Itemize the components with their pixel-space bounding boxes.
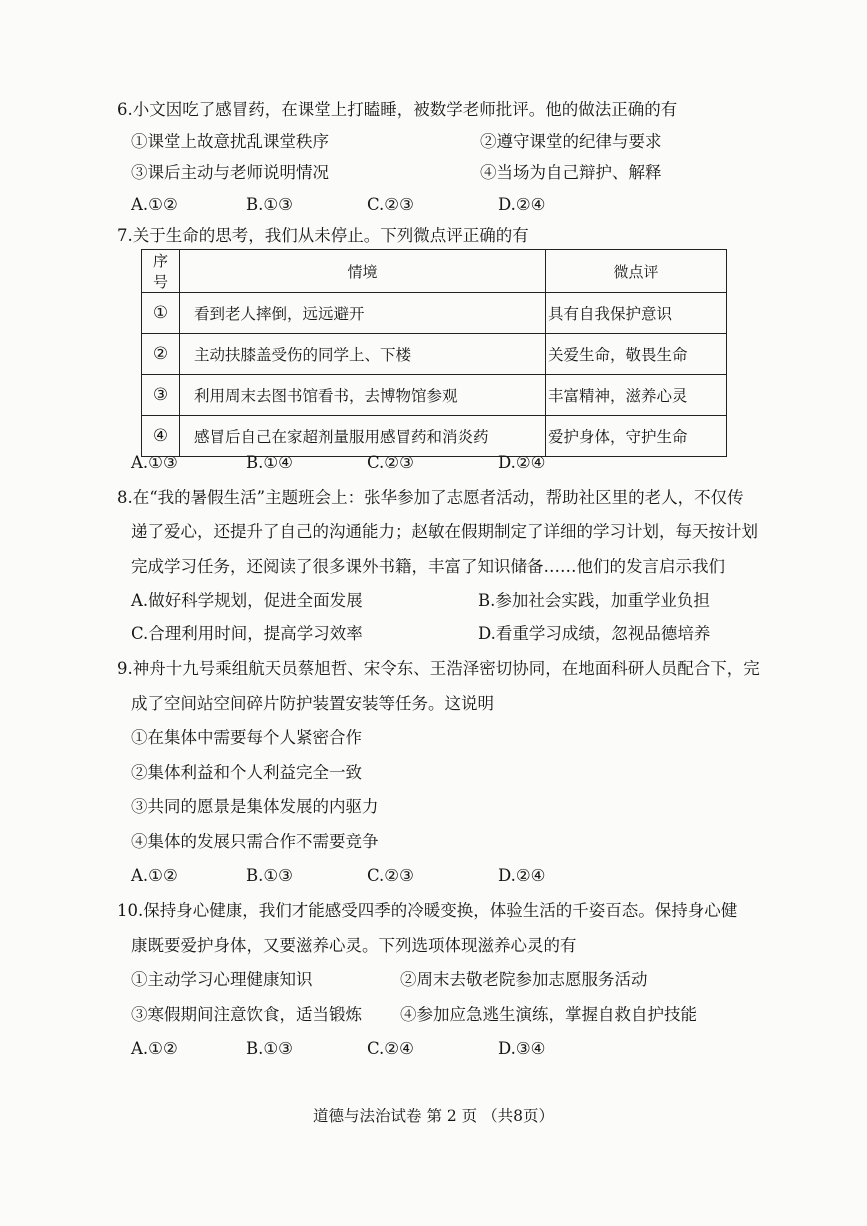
row-comment: 爱护身体，守护生命	[546, 416, 727, 457]
q8-choice-b: B.参加社会实践，加重学业负担	[478, 591, 710, 610]
row-comment: 丰富精神，滋养心灵	[546, 375, 727, 416]
table-row	[142, 293, 727, 334]
q10-item-3: ③寒假期间注意饮食，适当锻炼	[131, 1005, 362, 1024]
table-header-row	[142, 250, 727, 293]
q8-choice-a: A.做好科学规划，促进全面发展	[131, 591, 363, 610]
q10-item-4: ④参加应急逃生演练，掌握自救自护技能	[400, 1005, 697, 1024]
q9-stem-line-2: 成了空间站空间碎片防护装置安装等任务。这说明	[131, 694, 494, 713]
q8-stem-line-1: 8.在“我的暑假生活”主题班会上：张华参加了志愿者活动，帮助社区里的老人，不仅传	[117, 488, 744, 507]
q7-table	[141, 249, 727, 457]
q6-item-1: ①课堂上故意扰乱课堂秩序	[131, 132, 329, 151]
q6-choice-d: D.②④	[498, 195, 546, 214]
row-situation: 主动扶膝盖受伤的同学上、下楼	[180, 334, 546, 375]
q6-stem: 6.小文因吃了感冒药，在课堂上打瞌睡，被数学老师批评。他的做法正确的有	[117, 100, 678, 119]
q9-item-4: ④集体的发展只需合作不需要竞争	[131, 832, 379, 851]
q6-item-2: ②遵守课堂的纪律与要求	[480, 132, 662, 151]
q7-choice-c: C.②③	[367, 453, 414, 472]
q7-stem: 7.关于生命的思考，我们从未停止。下列微点评正确的有	[117, 226, 529, 245]
row-situation: 感冒后自己在家超剂量服用感冒药和消炎药	[180, 416, 546, 457]
q10-choice-d: D.③④	[498, 1039, 546, 1058]
q10-choice-c: C.②④	[367, 1039, 414, 1058]
q9-item-1: ①在集体中需要每个人紧密合作	[131, 728, 362, 747]
row-comment: 具有自我保护意识	[546, 293, 727, 334]
q9-choice-d: D.②④	[498, 866, 546, 885]
q7-choice-a: A.①③	[131, 453, 178, 472]
q10-choice-a: A.①②	[131, 1039, 178, 1058]
q8-stem-line-3: 完成学习任务，还阅读了很多课外书籍，丰富了知识储备……他们的发言启示我们	[131, 557, 725, 576]
q10-item-1: ①主动学习心理健康知识	[131, 970, 313, 989]
q10-stem-line-2: 康既要爱护身体，又要滋养心灵。下列选项体现滋养心灵的有	[131, 936, 577, 955]
q6-item-4: ④当场为自己辩护、解释	[480, 163, 662, 182]
q10-item-2: ②周末去敬老院参加志愿服务活动	[400, 970, 648, 989]
row-number: ④	[142, 416, 180, 457]
q8-choice-d: D.看重学习成绩，忽视品德培养	[478, 624, 711, 643]
q9-choice-a: A.①②	[131, 866, 178, 885]
row-comment: 关爱生命，敬畏生命	[546, 334, 727, 375]
table-row	[142, 334, 727, 375]
header-number: 序号	[142, 250, 180, 293]
table-row	[142, 375, 727, 416]
q9-item-3: ③共同的愿景是集体发展的内驱力	[131, 797, 379, 816]
q8-choice-c: C.合理利用时间，提高学习效率	[131, 624, 363, 643]
q7-choice-d: D.②④	[498, 453, 546, 472]
q10-stem-line-1: 10.保持身心健康，我们才能感受四季的冷暖变换，体验生活的千姿百态。保持身心健	[117, 901, 738, 920]
q9-choice-b: B.①③	[246, 866, 293, 885]
q6-choice-a: A.①②	[131, 195, 178, 214]
q9-choice-c: C.②③	[367, 866, 414, 885]
header-situation: 情境	[180, 250, 546, 293]
q10-choice-b: B.①③	[246, 1039, 293, 1058]
q6-choice-c: C.②③	[367, 195, 414, 214]
row-number: ①	[142, 293, 180, 334]
q8-stem-line-2: 递了爱心，还提升了自己的沟通能力；赵敏在假期制定了详细的学习计划，每天按计划	[131, 522, 758, 541]
row-number: ③	[142, 375, 180, 416]
row-number: ②	[142, 334, 180, 375]
header-comment: 微点评	[546, 250, 727, 293]
page-footer: 道德与法治试卷 第 2 页 （共8页）	[313, 1107, 554, 1125]
row-situation: 看到老人摔倒，远远避开	[180, 293, 546, 334]
q6-item-3: ③课后主动与老师说明情况	[131, 163, 329, 182]
row-situation: 利用周末去图书馆看书，去博物馆参观	[180, 375, 546, 416]
q7-choice-b: B.①④	[246, 453, 293, 472]
table-row	[142, 416, 727, 457]
q6-choice-b: B.①③	[246, 195, 293, 214]
q9-item-2: ②集体利益和个人利益完全一致	[131, 763, 362, 782]
q9-stem-line-1: 9.神舟十九号乘组航天员蔡旭哲、宋令东、王浩泽密切协同，在地面科研人员配合下，完	[117, 659, 760, 678]
